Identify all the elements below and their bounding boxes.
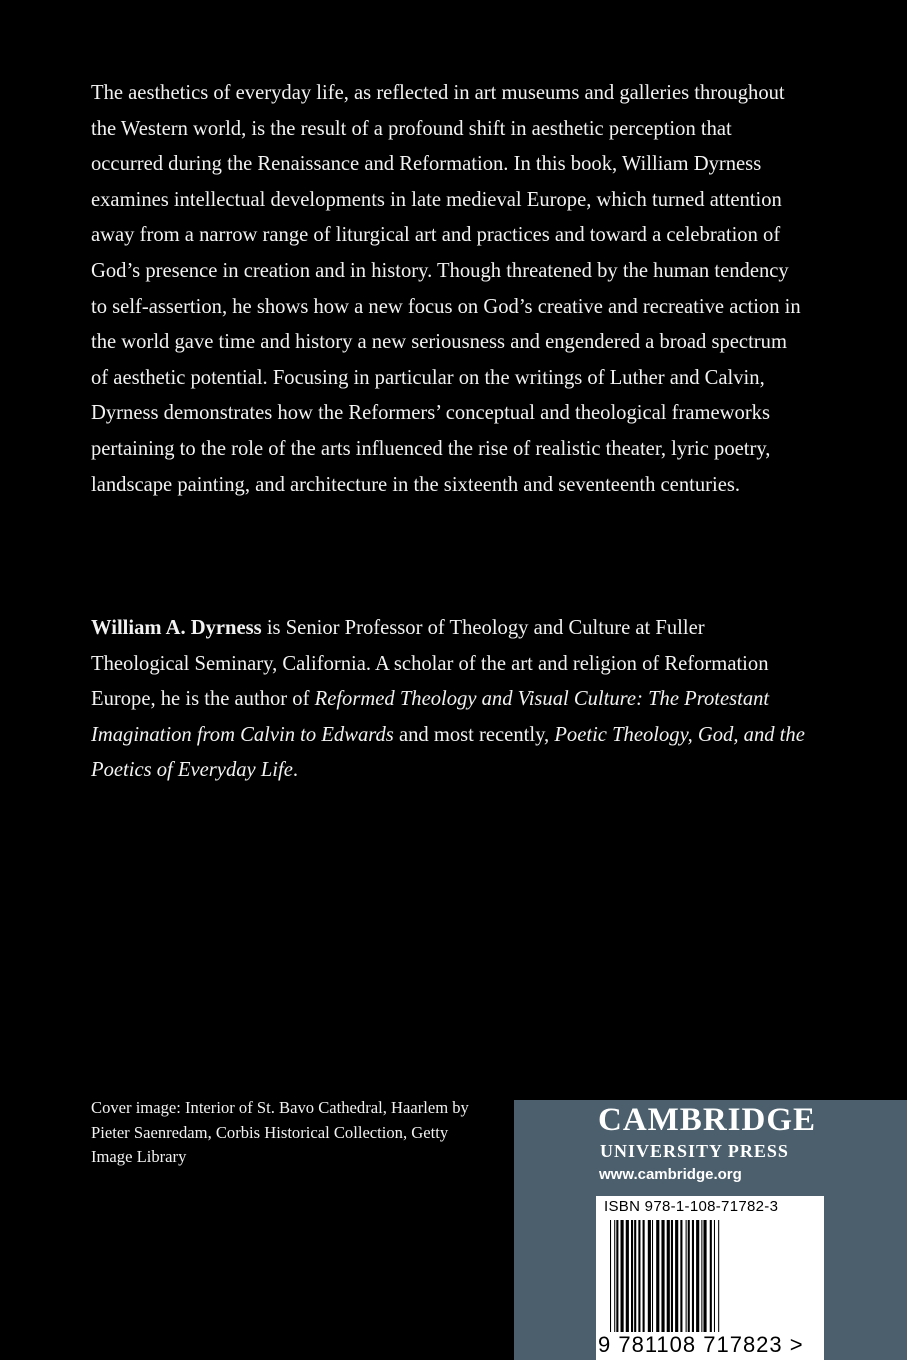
book-description: The aesthetics of everyday life, as reflected in art museums and galleries throughout the Western world, is the result of a profound shift in aesthetic perception that occurred during the Renaissance and Reformation. In this book, William Dyrness examines intellectual developments in late medieval Europe, which turned attention away from a narrow range of liturgical art and practices and toward a celebration of God’s presence in creation and in history. Though threatened by the human tendency to self-assertion, he shows how a new focus on God’s creative and recreative action in the world gave time and history a new seriousness and engendered a broad spectrum of aesthetic potential. Focusing in particular on the writings of Luther and Calvin, Dyrness demonstrates how the Reformers’ conceptual and theological frameworks pertaining to the role of the arts influenced the rise of realistic theater, lyric poetry, landscape painting, and architecture in the sixteenth and seventeenth centuries.: [91, 82, 801, 496]
author-name: William A. Dyrness: [91, 617, 262, 639]
bio-text-2: and most recently,: [393, 723, 555, 746]
publisher-url: www.cambridge.org: [599, 1166, 742, 1183]
author-bio: [91, 611, 806, 789]
publisher-name: CAMBRIDGE: [598, 1102, 817, 1138]
isbn-label: ISBN 978-1-108-71782-3: [604, 1198, 779, 1215]
bio-text-3: .: [292, 759, 299, 782]
bio-book-title-1: Reformed Theology and Visual Culture: The Protestant Imagination from Calvin to Edwards: [91, 688, 770, 746]
bio-book-title-2: Poetic Theology, God, and the Poetics of Everyday Life: [91, 723, 805, 782]
publisher-panel: [514, 1100, 907, 1360]
cover-image-credit: Cover image: Interior of St. Bavo Cathedral, Haarlem by Pieter Saenredam, Corbis Historical Collection, Getty Image Library: [91, 1098, 469, 1167]
bio-text-1: is Senior Professor of Theology and Culture at Fuller Theological Seminary, California. A scholar of the art and religion of Reformation Europe, he is the author of: [91, 617, 769, 711]
ean-digits: 9 781108 717823 >: [598, 1332, 804, 1357]
barcode-box: [596, 1196, 824, 1360]
publisher-subtitle: UNIVERSITY PRESS: [600, 1141, 789, 1161]
barcode-icon: [608, 1220, 810, 1332]
